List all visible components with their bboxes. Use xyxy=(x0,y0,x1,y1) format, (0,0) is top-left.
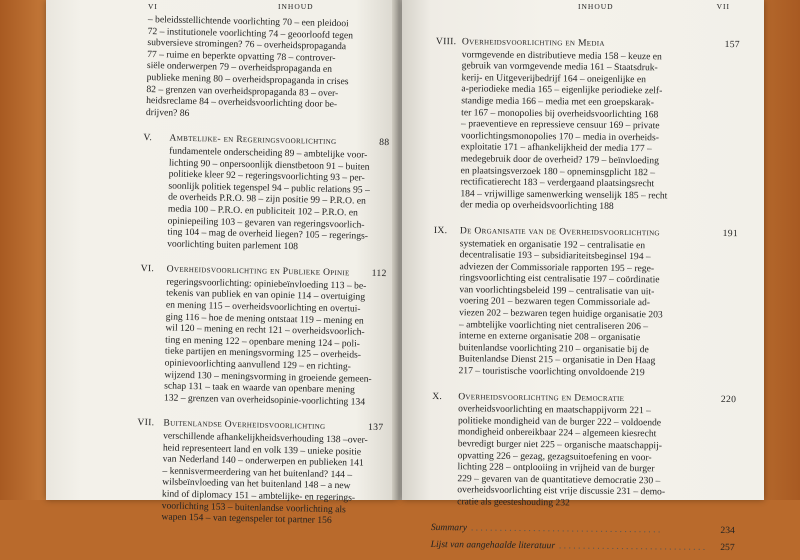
entry-line: – kennisvermeerdering van het buitenland? 144 – xyxy=(162,465,353,481)
entry-line: buitenlandse voorlichting 210 – organisatie bij de xyxy=(458,342,649,356)
entry-line: lichting 228 – ontplooiing in vrijheid van de burger xyxy=(457,461,655,475)
continued-chapter-entry xyxy=(144,14,392,123)
chapter-page-number: 137 xyxy=(367,422,384,434)
entry-line: kind of diplomacy 151 – ambtelijke- en regerings- xyxy=(161,488,356,504)
entry-line: regeringsvoorlichting: opiniebeïnvloeding 113 – be- xyxy=(166,276,367,292)
chapter-page-number: 191 xyxy=(722,227,739,240)
dot-leader: . . . . . . . . . . . . . . . . . . . . . . . . . . . . . . . . . . . . . . . . xyxy=(471,521,661,535)
entry-line: der media op overheidsvoorlichting 188 xyxy=(460,199,614,213)
entry-line: opvatting 226 – gezag, gezagsuitoefening en voor- xyxy=(457,449,652,463)
entry-line: kerij- en Uitgeverijbedrijf 164 – oneigenlijke en xyxy=(461,72,646,85)
entry-line: siële onderwerpen 79 – overheidspropaganda en xyxy=(146,60,333,76)
chapter-title: Overheidsvoorlichting en Publieke Opinie xyxy=(166,263,350,279)
chapter-entry xyxy=(138,263,387,408)
entry-line: fundamentele onderscheiding 89 – ambtelijke voor- xyxy=(169,145,368,161)
chapter-numeral: VI. xyxy=(140,263,155,275)
entry-line: opiniepeiling 103 – gevaren van regeringsvoorlich- xyxy=(167,215,365,231)
entry-line: overheidsvoorlichting eist vrije discussie 231 – demo- xyxy=(457,484,666,498)
entry-line: voering 201 – bezwaren tegen Commissoriale ad- xyxy=(459,295,651,309)
chapter-entry xyxy=(432,225,738,380)
chapter-title: Ambtelijke- en Regeringsvoorlichting xyxy=(169,132,337,148)
entry-line: vormgevende en distributieve media 158 – keuze en xyxy=(461,48,662,62)
chapter-page-number: 88 xyxy=(379,137,390,149)
entry-line: ting 104 – mag de overheid liegen? 105 – regerings- xyxy=(167,226,369,242)
chapter-summary xyxy=(135,430,383,528)
entry-line: overheidsvoorlichting en maatschappijvorm 221 – xyxy=(458,403,652,417)
entry-line: a-periodieke media 165 – eigenlijke periodieke zelf- xyxy=(461,83,663,97)
entry-line: verschillende afhankelijkheidsverhouding 138 –over- xyxy=(163,430,368,446)
entry-line: standige media 166 – media met een groepskarak- xyxy=(461,95,654,109)
entry-line: 217 – touristische voorlichting onvoldoende 219 xyxy=(458,365,645,379)
right-page-text xyxy=(431,36,740,560)
chapter-page-number: 220 xyxy=(720,393,737,405)
back-matter-label: Summary xyxy=(430,521,468,533)
chapter-summary xyxy=(141,145,389,254)
chapter-summary xyxy=(434,49,740,214)
entry-line: – praeventieve en repressieve censuur 169 – private xyxy=(461,118,660,132)
back-matter-entry xyxy=(431,539,735,554)
entry-line: gebruik van vormgevende media 161 – Staatsdruk- xyxy=(461,60,658,74)
entry-line: cratie als geesteshouding 232 xyxy=(457,496,570,509)
continued-entry-body xyxy=(144,14,392,123)
right-page-number: VII xyxy=(716,2,730,11)
entry-line: media 100 – P.R.O. en publiciteit 102 – P.R.O. en xyxy=(167,203,358,219)
chapter-numeral: VIII. xyxy=(435,36,457,48)
entry-line: soonlijk politiek tegenspel 94 – public relations 95 – xyxy=(168,180,370,196)
entry-line: 132 – grenzen van overheidsopinie-voorlichting 134 xyxy=(163,392,366,408)
entry-line: 229 – gevaren van de quantitatieve democratie 230 – xyxy=(457,473,661,487)
entry-line: ringsvoorlichting eist centralisatie 197 – coördinatie xyxy=(459,272,660,286)
entry-line: politieke kleer 92 – regeringsvoorlichting 93 – per- xyxy=(168,168,365,184)
entry-line: 184 – vrijwillige samenwerking wenselijk 185 – recht xyxy=(460,187,668,202)
entry-line: tieke partijen en meningsvorming 125 – overheids- xyxy=(164,345,362,362)
chapter-page-number: 112 xyxy=(371,268,387,280)
entry-line: 72 – institutionele voorlichting 74 – geoorloofd tegen xyxy=(147,25,354,41)
entry-line: exploitatie 171 – afhankelijkheid der media 177 – xyxy=(460,141,652,155)
back-matter-label: Lijst van aangehaalde literatuur xyxy=(430,539,556,552)
chapter-numeral: IX. xyxy=(433,224,448,237)
left-running-head: INHOUD xyxy=(278,2,314,11)
entry-line: lichting 90 – onpersoonlijk dienstbetoon 91 – buiten xyxy=(168,157,370,173)
entry-line: schap 131 – taak en waarde van openbare mening xyxy=(164,380,356,396)
chapter-title: Overheidsvoorlichting en Democratie xyxy=(458,390,625,404)
chapter-title: De Organisatie van de Overheidsvoorlichting xyxy=(459,225,660,239)
right-running-head: INHOUD xyxy=(578,2,614,11)
entry-line: wilsbeïnvloeding van het buitenland 148 – a new xyxy=(162,476,351,492)
back-matter-entry xyxy=(431,522,735,537)
entry-line: bevredigt burger niet 225 – organische maatschappij- xyxy=(457,438,663,452)
entry-line: voorlichting buiten parlement 108 xyxy=(167,238,299,252)
entry-line: 77 – ruime en beperkte opvatting 78 – controver- xyxy=(147,48,336,64)
chapter-summary xyxy=(432,237,737,379)
dot-leader: . . . . . . . . . . . . . . . . . . . . . . . . . . . . . . . xyxy=(559,540,706,554)
entry-line: opinievoorlichting aanvullend 129 – en richting- xyxy=(164,357,352,373)
entry-line: tekenis van publiek en van opinie 114 – overtuiging xyxy=(166,287,366,304)
entry-line: heid representeert land en volk 139 – unieke positie xyxy=(162,442,362,458)
entry-line: ting en mening 122 – openbare mening 124 – poli- xyxy=(165,334,361,350)
entry-line: publieke mening 80 – overheidspropaganda in crises xyxy=(146,71,349,88)
chapter-summary xyxy=(431,403,736,511)
entry-line: en plaatsingsverzoek 180 – opneminsgplicht 182 – xyxy=(460,164,656,178)
entry-line: drijven? 86 xyxy=(145,106,190,119)
entry-line: Buitenlandse Dienst 215 – organisatie in Den Haag xyxy=(458,353,656,367)
entry-line: wil 120 – mening en recht 121 – overheidsvoorlich- xyxy=(165,322,365,338)
back-matter-page-number: 234 xyxy=(720,524,735,536)
entry-line: de overheids P.R.O. 98 – zijn positie 99 – P.R.O. en xyxy=(168,191,366,207)
entry-line: rectificatierecht 183 – verdergaand plaatsingsrecht xyxy=(460,176,655,190)
entry-line: ter 167 – monopolies bij overheidsvoorlichting 168 xyxy=(461,106,659,120)
entry-line: wijzend 130 – meningsvorming in groeiende gemeen- xyxy=(164,369,372,385)
entry-line: en mening 115 – overheidsvoorlichting en overtui- xyxy=(165,299,361,315)
entry-line: van voorlichtingsbeleid 199 – centralisatie van uit- xyxy=(459,284,655,298)
entry-line: voorlichtingsmonopolies 170 – media in overheids- xyxy=(460,130,659,144)
entry-line: – ambtelijke voorlichting niet centraliseren 206 – xyxy=(458,318,649,332)
chapter-entry xyxy=(135,417,383,527)
entry-line: adviezen der Commissoriale rapporten 195 – rege- xyxy=(459,260,655,274)
chapter-entry xyxy=(431,391,736,511)
back-matter-page-number: 257 xyxy=(720,542,735,554)
chapter-entry xyxy=(434,36,740,214)
entry-line: voorlichting 153 – buitenlandse voorlichting als xyxy=(161,500,346,515)
chapter-page-number: 157 xyxy=(724,39,740,51)
entry-line: interne en externe organisatie 208 – organisatie xyxy=(458,330,641,344)
chapter-entry xyxy=(141,132,389,254)
left-page-number: VI xyxy=(148,2,158,11)
left-page xyxy=(46,0,398,527)
entry-line: medegebruik door de overheid? 179 – beïnvloeding xyxy=(460,153,659,167)
entry-line: decentralisatie 193 – subsidiariteitsbeginsel 194 – xyxy=(459,249,651,263)
chapter-title: Buitenlandse Overheidsvoorlichting xyxy=(163,417,326,433)
chapter-summary xyxy=(138,276,387,409)
entry-line: politieke mondigheid van de burger 222 – voldoende xyxy=(457,415,662,429)
chapter-title: Overheidsvoorlichting en Media xyxy=(461,36,605,49)
entry-line: heidsreclame 84 – overheidsvoorlichting door be- xyxy=(146,95,338,111)
entry-line: ging 116 – hoe de mening ontstaat 119 – mening en xyxy=(165,311,364,327)
left-page-text xyxy=(135,14,392,542)
entry-line: wapen 154 – van tegenspeler tot partner 156 xyxy=(161,511,332,527)
right-page xyxy=(402,0,764,554)
entry-line: van Nederland 140 – onderwerpen en publieken 141 xyxy=(162,453,364,469)
entry-line: mondigheid onbereikbaar 224 – algemeen kiesrecht xyxy=(457,426,657,440)
chapter-numeral: V. xyxy=(143,132,153,144)
entry-line: viezen 202 – bezwaren tegen huidige organisatie 203 xyxy=(459,307,663,321)
open-book xyxy=(40,0,770,554)
chapter-numeral: VII. xyxy=(137,417,155,429)
entry-line: systematiek en organisatie 192 – centralisatie en xyxy=(459,237,646,251)
chapter-numeral: X. xyxy=(432,390,443,402)
entry-line: – beleidsstellichtende voorlichting 70 – een pleidooi xyxy=(147,14,349,30)
entry-line: subversieve stromingen? 76 – overheidspropaganda xyxy=(147,37,347,53)
entry-line: 82 – grenzen van overheidspropaganda 83 – over- xyxy=(146,83,339,99)
